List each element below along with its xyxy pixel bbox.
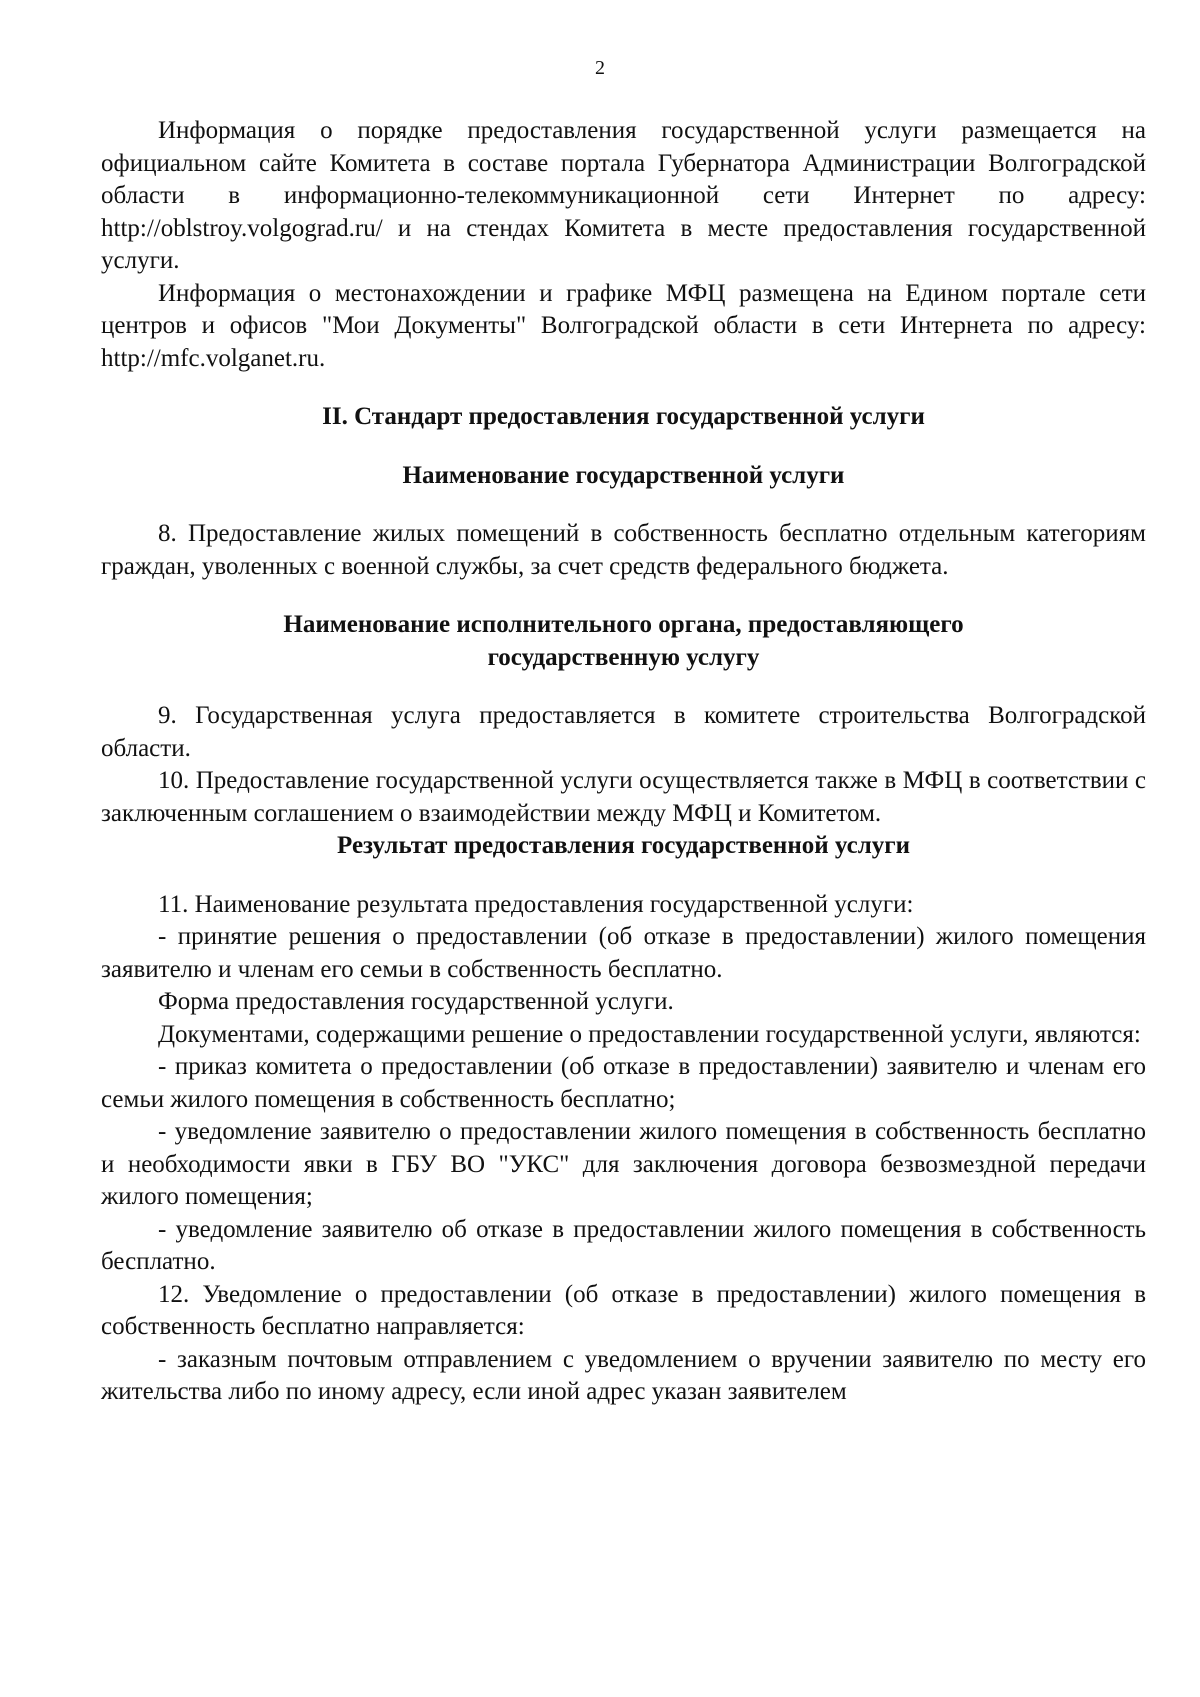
heading-service-name: Наименование государственной услуги <box>402 461 845 489</box>
paragraph-documents: Документами, содержащими решение о предоставлении государственной услуги, являются: <box>158 1020 1141 1048</box>
page-number: 2 <box>595 57 605 79</box>
paragraph-10: 10. Предоставление государственной услуги осуществляется также в МФЦ в соответствии с заключенным соглашением о взаимодействии между МФЦ и Комитетом. <box>101 767 1146 827</box>
list-item: - заказным почтовым отправлением с уведомлением о вручении заявителю по месту его жительства либо по иному адресу, если иной адрес указан заявителем <box>101 1345 1146 1405</box>
heading-result: Результат предоставления государственной услуги <box>337 832 910 859</box>
heading-executive-body-line2: государственную услугу <box>487 643 760 671</box>
section-title: II. Стандарт предоставления государственной услуги <box>322 403 925 430</box>
list-item: - уведомление заявителю о предоставлении жилого помещения в собственность бесплатно и необходимости явки в ГБУ ВО "УКС" для заключения договора безвозмездной передачи жилого помещения; <box>101 1118 1146 1210</box>
list-item: - приказ комитета о предоставлении (об отказе в предоставлении) заявителю и членам его семьи жилого помещения в собственность бесплатно; <box>101 1053 1146 1113</box>
paragraph-9: 9. Государственная услуга предоставляется в комитете строительства Волгоградской области. <box>101 702 1146 762</box>
paragraph-8: 8. Предоставление жилых помещений в собственность бесплатно отдельным категориям граждан, уволенных с военной службы, за счет средств федерального бюджета. <box>101 520 1146 580</box>
list-item: - принятие решения о предоставлении (об отказе в предоставлении) жилого помещения заявителю и членам его семьи в собственность бесплатно. <box>101 923 1146 983</box>
paragraph-11: 11. Наименование результата предоставления государственной услуги: <box>158 890 914 918</box>
paragraph-info-mfc: Информация о местонахождении и графике МФЦ размещена на Едином портале сети центров и офисов "Мои Документы" Волгоградской области в сети Интернета по адресу: http://mfc.volganet.ru. <box>101 279 1146 372</box>
paragraph-form: Форма предоставления государственной услуги. <box>158 988 674 1015</box>
paragraph-info-portal: Информация о порядке предоставления государственной услуги размещается на официальном сайте Комитета в составе портала Губернатора Администрации Волгоградской области в информационно-телекоммуникационной сети Интернет по адресу: http://oblstroy.volgograd.ru/ и на стендах Комитета в месте предоставления государственной услуги. <box>101 117 1146 274</box>
list-item: - уведомление заявителю об отказе в предоставлении жилого помещения в собственность бесплатно. <box>101 1215 1146 1275</box>
document-body <box>101 115 1146 1409</box>
heading-executive-body-line1: Наименование исполнительного органа, предоставляющего <box>283 611 964 638</box>
paragraph-12: 12. Уведомление о предоставлении (об отказе в предоставлении) жилого помещения в собственность бесплатно направляется: <box>101 1280 1146 1340</box>
heading-executive-body <box>101 609 1146 674</box>
